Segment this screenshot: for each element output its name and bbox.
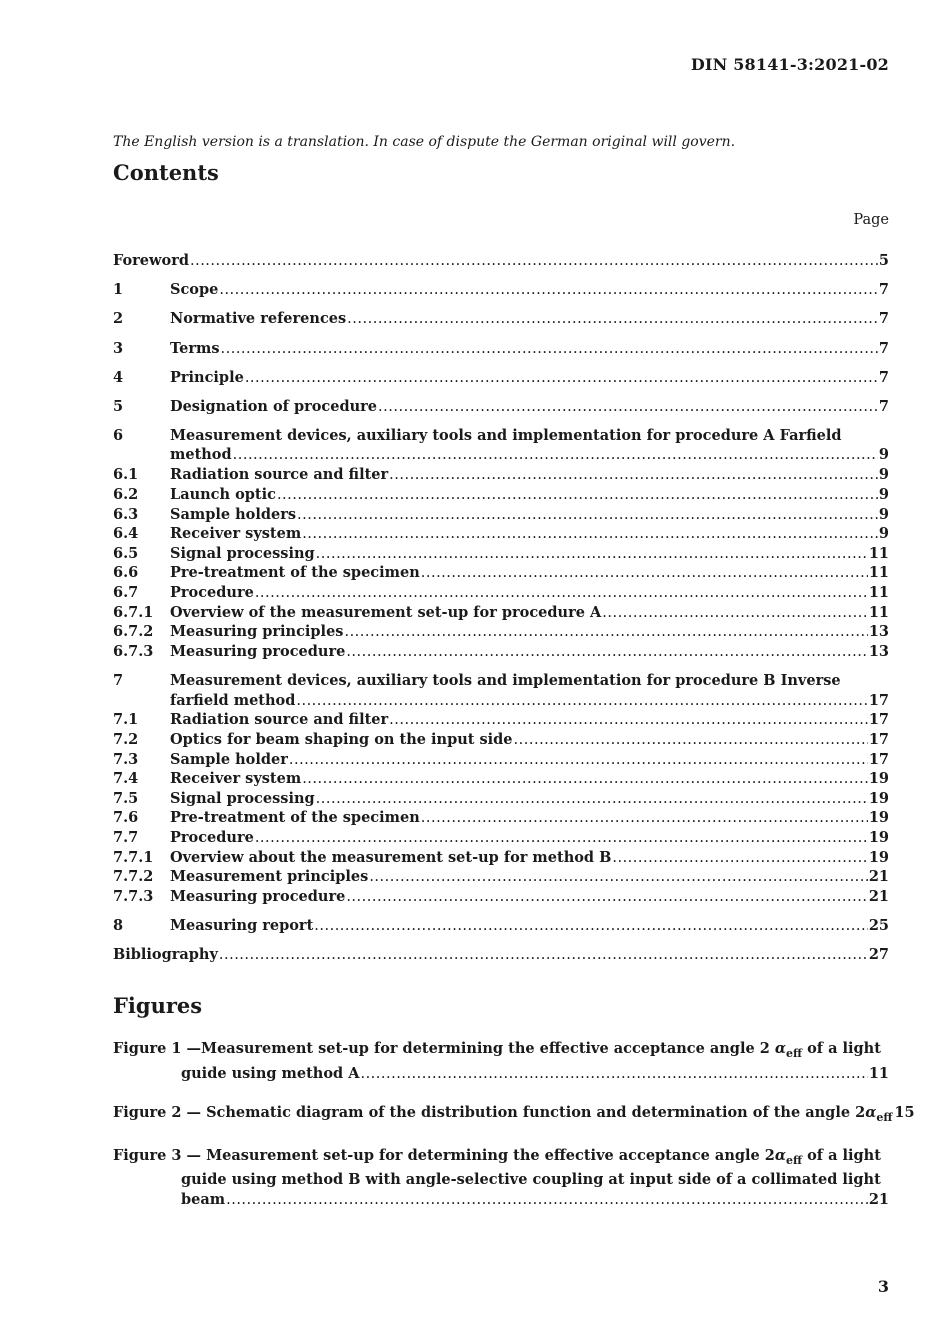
toc-leader bbox=[360, 1063, 867, 1085]
toc-leader bbox=[289, 750, 868, 770]
toc-entry-label: Overview about the measurement set-up for method B bbox=[170, 849, 612, 866]
toc-entry-label: Receiver system bbox=[170, 770, 302, 787]
toc-leader bbox=[226, 1189, 868, 1211]
toc-leader bbox=[277, 485, 878, 505]
eff-subscript: eff bbox=[786, 1047, 803, 1060]
figure-caption-pre: Figure 2 — Schematic diagram of the distribution function and determination of the angle 2 bbox=[113, 1104, 866, 1121]
toc-entry[interactable] bbox=[113, 524, 889, 544]
toc-entry-label: Measuring principles bbox=[170, 623, 344, 640]
toc-entry-number: 7.7 bbox=[113, 829, 139, 846]
figure-page: 15 bbox=[894, 1104, 915, 1121]
toc-entry[interactable] bbox=[113, 251, 889, 271]
toc-entry-number: 6.3 bbox=[113, 506, 139, 523]
toc-entry[interactable] bbox=[113, 808, 889, 828]
figure-caption-text: Figure 1 —Measurement set-up for determining the effective acceptance angle 2 bbox=[113, 1040, 775, 1057]
toc-entry[interactable] bbox=[113, 309, 889, 329]
eff-subscript: eff bbox=[876, 1111, 893, 1124]
toc-entry-number: 7.7.3 bbox=[113, 888, 154, 905]
toc-entry-label: Foreword bbox=[113, 252, 189, 269]
toc-entry-page: 11 bbox=[868, 545, 889, 562]
figure-caption-text: beam bbox=[181, 1191, 226, 1208]
toc-entry[interactable] bbox=[113, 622, 889, 642]
toc-leader bbox=[219, 945, 868, 965]
toc-leader bbox=[190, 251, 878, 271]
toc-entry[interactable] bbox=[113, 887, 889, 907]
toc-leader bbox=[255, 828, 868, 848]
alpha-symbol: α bbox=[865, 1104, 877, 1121]
figure-caption-text bbox=[113, 1102, 892, 1124]
toc-entry-label: Measurement principles bbox=[170, 868, 369, 885]
toc-entry-label: Principle bbox=[170, 369, 244, 386]
toc-entry-label: Terms bbox=[170, 340, 220, 357]
toc-entry-label: Pre-treatment of the specimen bbox=[170, 564, 420, 581]
toc-entry-number: 6.5 bbox=[113, 545, 139, 562]
toc-entry[interactable] bbox=[113, 848, 889, 868]
toc-leader bbox=[369, 867, 868, 887]
toc-entry[interactable] bbox=[113, 583, 889, 603]
toc-entry-label: method bbox=[170, 446, 232, 463]
figure-caption-text: Figure 3 — Measurement set-up for determining the effective acceptance angle 2 bbox=[113, 1147, 775, 1164]
toc-entry-label: Procedure bbox=[170, 584, 254, 601]
toc-entry-page: 9 bbox=[878, 446, 889, 463]
toc-leader bbox=[255, 583, 868, 603]
toc-entry-page: 9 bbox=[878, 466, 889, 483]
toc-leader bbox=[346, 642, 868, 662]
toc-leader bbox=[221, 339, 878, 359]
toc-entry[interactable] bbox=[113, 280, 889, 300]
toc-entry-label: Normative references bbox=[170, 310, 347, 327]
translation-note: The English version is a translation. In case of dispute the German original will govern. bbox=[113, 134, 736, 150]
toc-entry[interactable] bbox=[113, 544, 889, 564]
toc-entry-number: 4 bbox=[113, 369, 124, 386]
toc-entry-number: 7.7.2 bbox=[113, 868, 154, 885]
toc-entry-label: Pre-treatment of the specimen bbox=[170, 809, 420, 826]
toc-entry-continuation[interactable] bbox=[113, 691, 889, 711]
toc-entry-page: 7 bbox=[878, 340, 889, 357]
toc-leader bbox=[347, 309, 878, 329]
figure-caption-line bbox=[113, 1145, 881, 1167]
toc-entry-page: 19 bbox=[868, 829, 889, 846]
toc-entry-label: Designation of procedure bbox=[170, 398, 378, 415]
toc-entry[interactable] bbox=[113, 828, 889, 848]
figure-caption-text: guide using method A bbox=[181, 1065, 360, 1082]
toc-entry[interactable] bbox=[113, 769, 889, 789]
toc-entry-page: 25 bbox=[868, 917, 889, 934]
toc-entry-number: 7.4 bbox=[113, 770, 139, 787]
toc-entry[interactable] bbox=[113, 465, 889, 485]
toc-entry[interactable] bbox=[113, 426, 889, 446]
toc-entry-number: 8 bbox=[113, 917, 124, 934]
figure-caption-text: of a light bbox=[802, 1147, 881, 1164]
figure-caption-line bbox=[113, 1038, 881, 1060]
toc-entry-page: 9 bbox=[878, 486, 889, 503]
toc-entry-label: Launch optic bbox=[170, 486, 276, 503]
toc-entry-label: Radiation source and filter bbox=[170, 711, 389, 728]
toc-entry-page: 19 bbox=[868, 770, 889, 787]
toc-leader bbox=[302, 769, 868, 789]
toc-entry[interactable] bbox=[113, 789, 889, 809]
toc-leader bbox=[344, 622, 867, 642]
toc-entry-number: 6.7 bbox=[113, 584, 139, 601]
toc-entry-label: Measuring procedure bbox=[170, 888, 346, 905]
contents-heading: Contents bbox=[113, 160, 219, 185]
eff-subscript: eff bbox=[786, 1154, 803, 1167]
toc-entry-page: 11 bbox=[868, 584, 889, 601]
toc-entry[interactable] bbox=[113, 397, 889, 417]
toc-entry-label: Optics for beam shaping on the input side bbox=[170, 731, 513, 748]
page-column-label: Page bbox=[853, 212, 889, 228]
toc-entry[interactable] bbox=[113, 750, 889, 770]
toc-leader bbox=[297, 505, 878, 525]
toc-leader bbox=[316, 789, 868, 809]
toc-leader bbox=[296, 691, 867, 711]
toc-entry-page: 7 bbox=[878, 310, 889, 327]
toc-leader bbox=[514, 730, 868, 750]
toc-entry-label: Overview of the measurement set-up for procedure A bbox=[170, 604, 602, 621]
toc-entry-label: Scope bbox=[170, 281, 219, 298]
toc-entry[interactable] bbox=[113, 603, 889, 623]
toc-entry[interactable] bbox=[113, 485, 889, 505]
toc-entry-number: 7.1 bbox=[113, 711, 139, 728]
toc-entry-number: 2 bbox=[113, 310, 124, 327]
toc-leader bbox=[421, 563, 868, 583]
figure-caption-text: of a light bbox=[802, 1040, 881, 1057]
toc-entry[interactable] bbox=[113, 730, 889, 750]
toc-entry-label: Signal processing bbox=[170, 790, 315, 807]
toc-entry-continuation[interactable] bbox=[113, 445, 889, 465]
toc-entry-label-line1: Measurement devices, auxiliary tools and implementation for procedure B Inverse bbox=[170, 672, 841, 689]
toc-entry-page: 19 bbox=[868, 809, 889, 826]
toc-entry-page: 19 bbox=[868, 790, 889, 807]
toc-entry-page: 19 bbox=[868, 849, 889, 866]
toc-leader bbox=[378, 397, 878, 417]
toc-entry-label: Radiation source and filter bbox=[170, 466, 389, 483]
page-number: 3 bbox=[877, 1277, 889, 1296]
alpha-symbol: α bbox=[774, 1147, 787, 1164]
toc-entry-number: 1 bbox=[113, 281, 124, 298]
toc-leader bbox=[421, 808, 868, 828]
toc-entry[interactable] bbox=[113, 945, 889, 965]
toc-entry[interactable] bbox=[113, 867, 889, 887]
toc-entry-label: Sample holder bbox=[170, 751, 288, 768]
toc-leader bbox=[233, 445, 878, 465]
toc-entry-page: 27 bbox=[868, 946, 889, 963]
toc-entry-label: Measuring report bbox=[170, 917, 314, 934]
toc-entry[interactable] bbox=[113, 916, 889, 936]
toc-entry-label-line1: Measurement devices, auxiliary tools and implementation for procedure A Farfield bbox=[170, 427, 842, 444]
toc-entry-label: Signal processing bbox=[170, 545, 315, 562]
document-id: DIN 58141-3:2021-02 bbox=[690, 55, 889, 74]
toc-entry-page: 17 bbox=[868, 692, 889, 709]
toc-leader bbox=[602, 603, 868, 623]
toc-leader bbox=[245, 368, 878, 388]
toc-entry-number: 7.2 bbox=[113, 731, 139, 748]
toc-entry-number: 7 bbox=[113, 672, 124, 689]
toc-entry-number: 6.7.3 bbox=[113, 643, 154, 660]
toc-entry[interactable] bbox=[113, 642, 889, 662]
toc-entry[interactable] bbox=[113, 563, 889, 583]
toc-entry-number: 6.2 bbox=[113, 486, 139, 503]
toc-entry-label: Receiver system bbox=[170, 525, 302, 542]
toc-entry-number: 6.6 bbox=[113, 564, 139, 581]
toc-entry-page: 17 bbox=[868, 751, 889, 768]
toc-entry-page: 11 bbox=[868, 564, 889, 581]
figure-page: 21 bbox=[868, 1191, 889, 1208]
toc-entry[interactable] bbox=[113, 368, 889, 388]
toc-entry-number: 5 bbox=[113, 398, 124, 415]
toc-entry-page: 5 bbox=[878, 252, 889, 269]
toc-leader bbox=[219, 280, 878, 300]
figure-caption-line: guide using method B with angle-selective coupling at input side of a collimated light bbox=[181, 1171, 881, 1188]
alpha-symbol: α bbox=[774, 1040, 787, 1057]
toc-entry-label: Procedure bbox=[170, 829, 254, 846]
toc-entry-number: 6.4 bbox=[113, 525, 139, 542]
toc-entry-page: 9 bbox=[878, 525, 889, 542]
toc-entry-number: 7.5 bbox=[113, 790, 139, 807]
toc-entry-page: 21 bbox=[868, 888, 889, 905]
figure-page: 11 bbox=[868, 1065, 889, 1082]
figures-heading: Figures bbox=[113, 993, 203, 1018]
toc-entry-page: 7 bbox=[878, 398, 889, 415]
toc-leader bbox=[316, 544, 868, 564]
toc-leader bbox=[346, 887, 868, 907]
toc-entry-label: Bibliography bbox=[113, 946, 218, 963]
toc-entry-number: 6.7.1 bbox=[113, 604, 154, 621]
toc-entry-label: Sample holders bbox=[170, 506, 297, 523]
toc-entry-page: 13 bbox=[868, 643, 889, 660]
toc-entry-page: 7 bbox=[878, 281, 889, 298]
toc-entry-number: 6 bbox=[113, 427, 124, 444]
toc-entry-page: 17 bbox=[868, 711, 889, 728]
toc-entry-number: 7.6 bbox=[113, 809, 139, 826]
toc-entry[interactable] bbox=[113, 671, 889, 691]
toc-entry-page: 7 bbox=[878, 369, 889, 386]
toc-leader bbox=[612, 848, 867, 868]
toc-entry-page: 21 bbox=[868, 868, 889, 885]
toc-entry-number: 6.7.2 bbox=[113, 623, 154, 640]
toc-entry-page: 17 bbox=[868, 731, 889, 748]
toc-leader bbox=[389, 710, 868, 730]
toc-entry-label: farfield method bbox=[170, 692, 296, 709]
toc-entry-page: 11 bbox=[868, 604, 889, 621]
toc-entry[interactable] bbox=[113, 339, 889, 359]
toc-entry-number: 7.3 bbox=[113, 751, 139, 768]
toc-entry[interactable] bbox=[113, 710, 889, 730]
toc-leader bbox=[389, 465, 878, 485]
toc-entry-number: 3 bbox=[113, 340, 124, 357]
toc-leader bbox=[302, 524, 878, 544]
toc-entry-number: 7.7.1 bbox=[113, 849, 154, 866]
toc-leader bbox=[314, 916, 868, 936]
toc-entry-label: Measuring procedure bbox=[170, 643, 346, 660]
toc-entry-number: 6.1 bbox=[113, 466, 139, 483]
toc-entry[interactable] bbox=[113, 505, 889, 525]
toc-entry-page: 13 bbox=[868, 623, 889, 640]
toc-entry-page: 9 bbox=[878, 506, 889, 523]
